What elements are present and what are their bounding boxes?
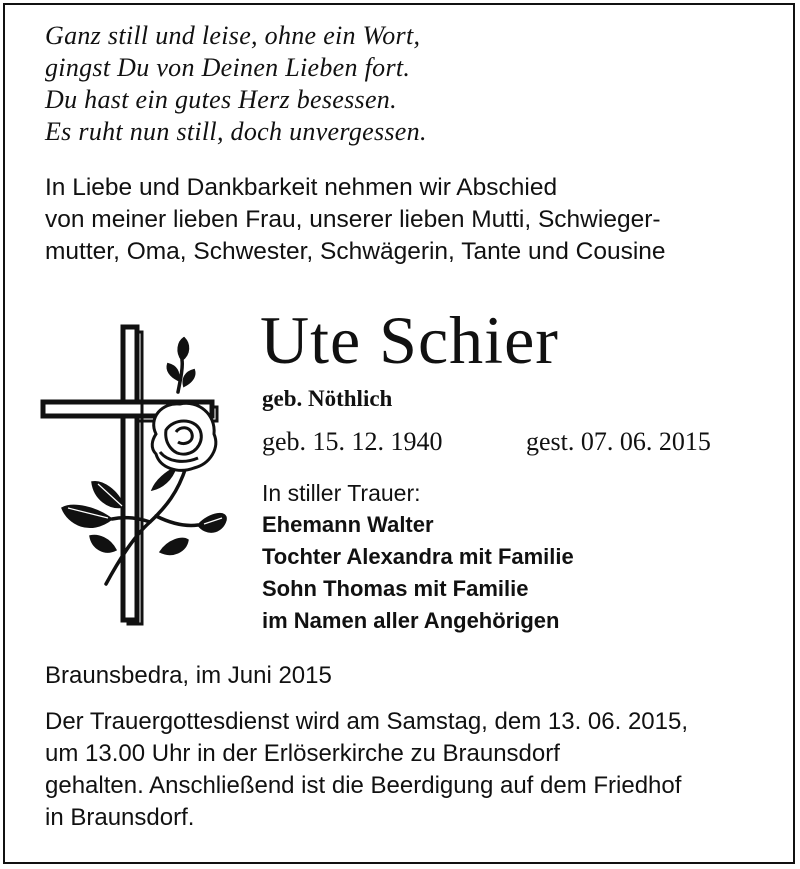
mourners-list [262, 509, 574, 637]
farewell-intro [45, 172, 666, 268]
intro-line: In Liebe und Dankbarkeit nehmen wir Abschied [45, 174, 558, 201]
birth-name: geb. Nöthlich [262, 386, 393, 411]
service-line: um 13.00 Uhr in der Erlöserkirche zu Braunsdorf [45, 740, 560, 767]
intro-line: mutter, Oma, Schwester, Schwägerin, Tante und Cousine [45, 238, 666, 265]
mourner-entry: Sohn Thomas mit Familie [262, 576, 529, 601]
cross-with-rose-icon [38, 322, 228, 628]
service-line: Der Trauergottesdienst wird am Samstag, dem 13. 06. 2015, [45, 708, 688, 735]
mourners-label: In stiller Trauer: [262, 480, 421, 506]
death-date: gest. 07. 06. 2015 [526, 427, 711, 456]
intro-line: von meiner lieben Frau, unserer lieben Mutti, Schwieger- [45, 206, 661, 233]
place-and-date: Braunsbedra, im Juni 2015 [45, 662, 332, 689]
deceased-name: Ute Schier [260, 302, 559, 378]
birth-date: geb. 15. 12. 1940 [262, 427, 443, 456]
poem-line: Du hast ein gutes Herz besessen. [45, 85, 397, 114]
funeral-service-info [45, 706, 688, 834]
mourner-entry: Tochter Alexandra mit Familie [262, 544, 574, 569]
service-line: in Braunsdorf. [45, 804, 195, 831]
mourner-entry: Ehemann Walter [262, 512, 434, 537]
poem-line: gingst Du von Deinen Lieben fort. [45, 53, 411, 82]
memorial-poem [45, 20, 427, 148]
mourner-entry: im Namen aller Angehörigen [262, 608, 560, 633]
poem-line: Es ruht nun still, doch unvergessen. [45, 117, 427, 146]
poem-line: Ganz still und leise, ohne ein Wort, [45, 21, 421, 50]
service-line: gehalten. Anschließend ist die Beerdigung auf dem Friedhof [45, 772, 682, 799]
